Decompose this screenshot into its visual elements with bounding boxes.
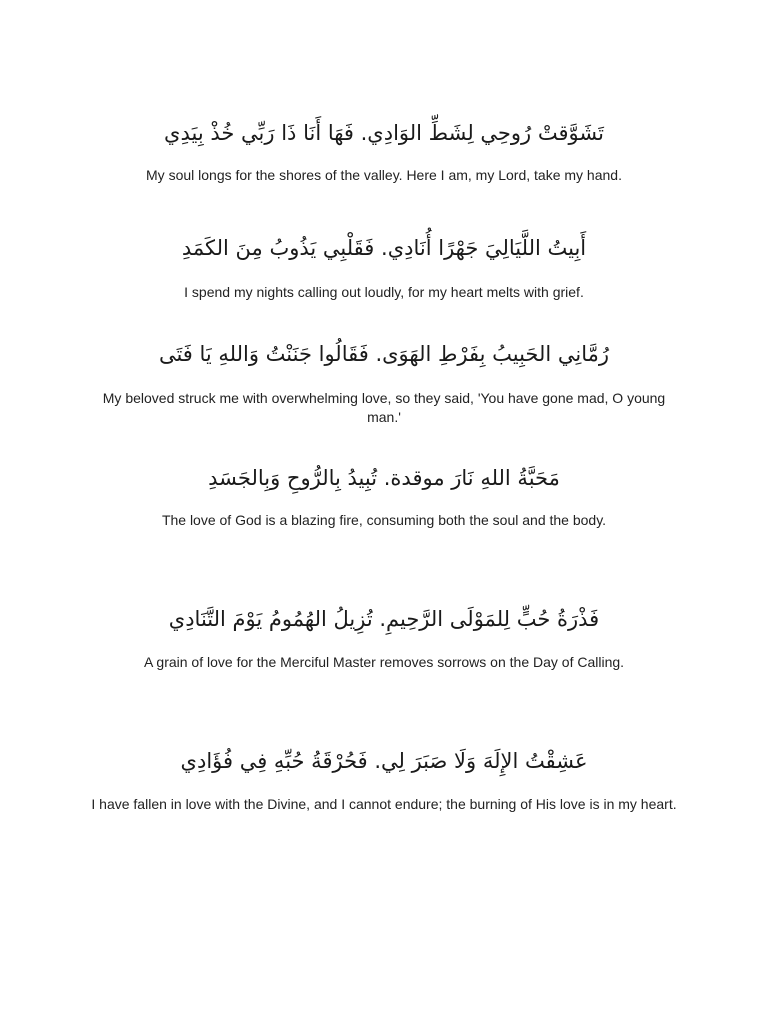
english-translation: I spend my nights calling out loudly, for my heart melts with grief.: [184, 284, 584, 300]
verse-block: [0, 604, 768, 672]
verse-block: [0, 339, 768, 427]
english-translation: I have fallen in love with the Divine, and I cannot endure; the burning of His love is in my heart.: [91, 796, 677, 812]
arabic-verse: أَبِيتُ اللَّيَالِيَ جَهْرًا أُنَادِي. فَقَلْبِي يَذُوبُ مِنَ الكَمَدِ: [181, 236, 587, 260]
arabic-verse: مَحَبَّةُ اللهِ نَارَ موقدة. تُبِيدُ بِالرُّوحِ وَبِالجَسَدِ: [208, 466, 560, 490]
english-translation: The love of God is a blazing fire, consuming both the soul and the body.: [161, 512, 607, 528]
arabic-verse: عَشِقْتُ الإِلَهَ وَلَا صَبَرَ لِي. فَحُرْقَةُ حُبِّهِ فِي فُؤَادِي: [180, 749, 588, 773]
arabic-verse: تَشَوَّقتْ رُوحِي لِشَطِّ الوَادِي. فَهَا أَنَا ذَا رَبِّي خُذْ بِيَدِي: [164, 121, 604, 145]
english-translation: My soul longs for the shores of the valley. Here I am, my Lord, take my hand.: [146, 167, 622, 183]
arabic-verse: فَذْرَةُ حُبٍّ لِلمَوْلَى الرَّحِيمِ. تُزِيلُ الهُمُومُ يَوْمَ التَّنَادِي: [168, 607, 600, 631]
verse-block: [0, 118, 768, 185]
english-translation: My beloved struck me with overwhelming love, so they said, 'You have gone mad, O young man.': [102, 390, 666, 425]
english-translation: A grain of love for the Merciful Master removes sorrows on the Day of Calling.: [143, 654, 625, 670]
verse-block: [0, 463, 768, 530]
verse-block: [0, 233, 768, 302]
verse-block: [0, 746, 768, 814]
arabic-verse: رُمَّانِي الحَبِيبُ بِفَرْطِ الهَوَى. فَقَالُوا جَنَنْتُ وَاللهِ يَا فَتَى: [158, 342, 610, 366]
